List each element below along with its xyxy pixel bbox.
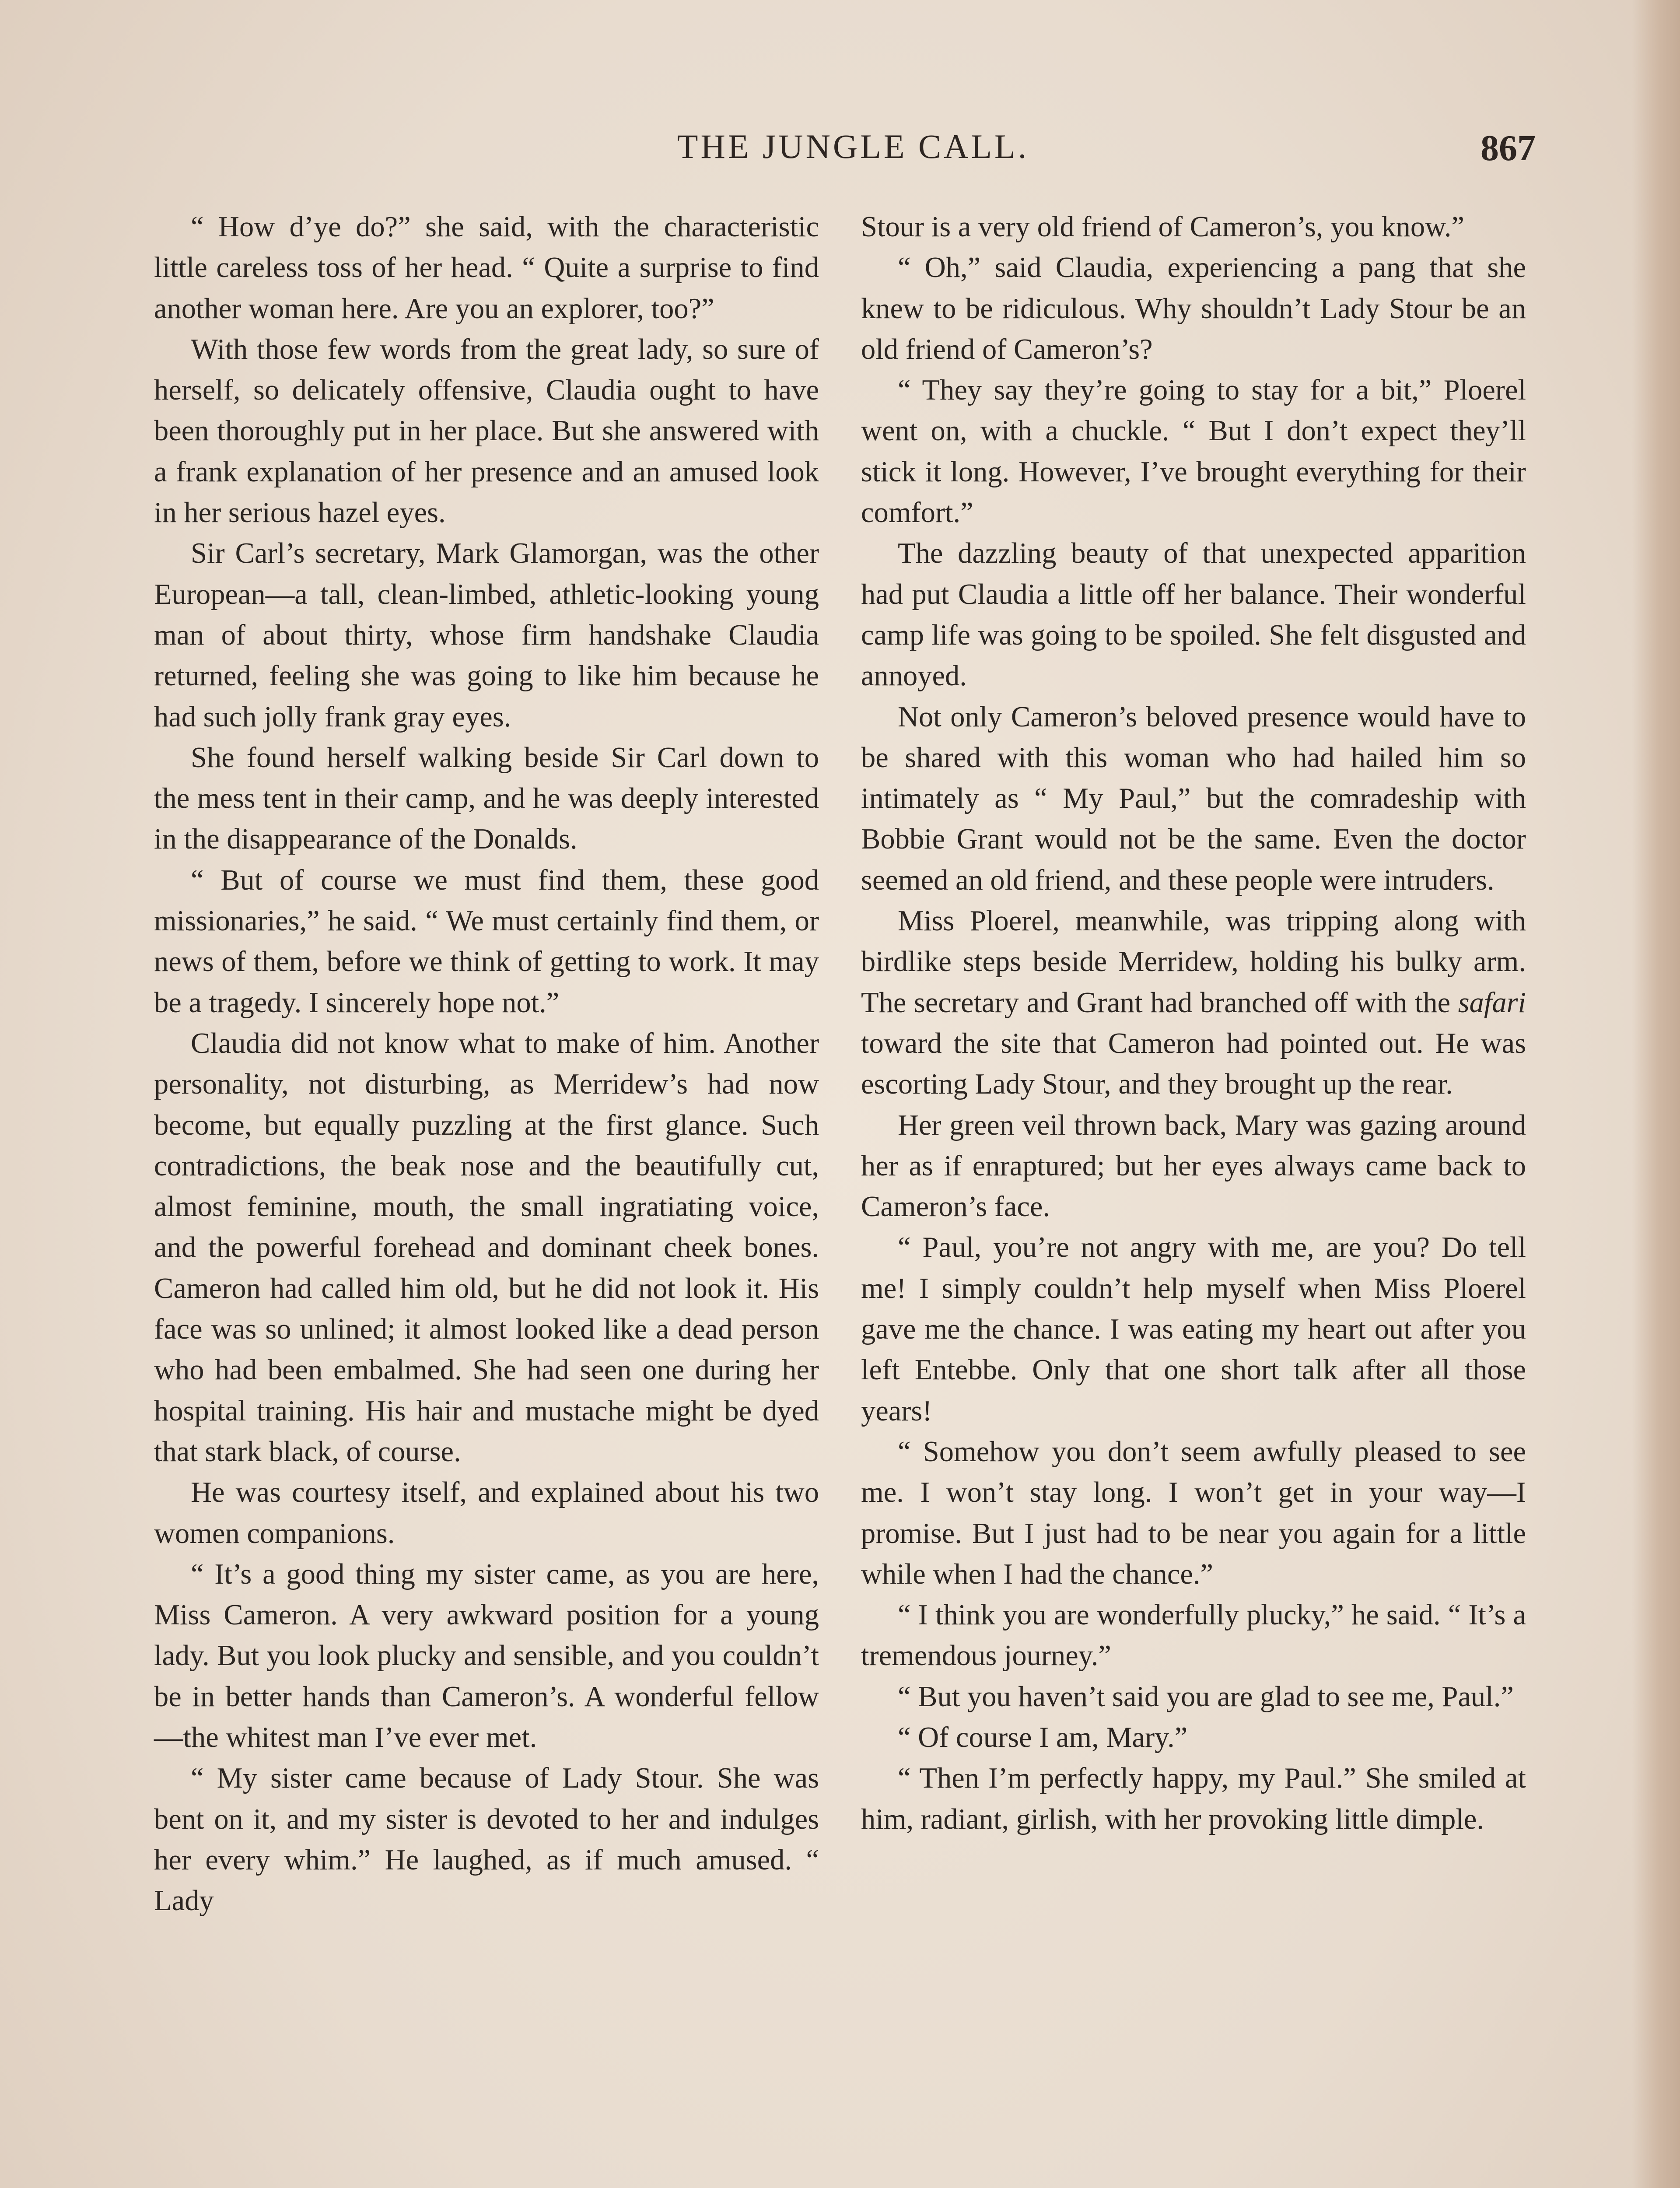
paragraph: “ Somehow you don’t seem awfully pleased to see me. I won’t stay long. I won’t get in your way—I promise. But I just had to be near you again for a little while when I had the chance.” [861,1435,1526,1590]
paragraph: “ They say they’re going to stay for a bit,” Ploerel went on, with a chuckle. “ But I don’t expect they’ll stick it long. However, I’ve brought everything for their comfort.” [861,374,1526,529]
paragraph: “ Oh,” said Claudia, experiencing a pang that she knew to be ridiculous. Why shouldn’t Lady Stour be an old friend of Cameron’s? [861,252,1526,365]
paragraph: “ I think you are wonderfully plucky,” he said. “ It’s a tremendous journey.” [861,1599,1526,1672]
paragraph: “ It’s a good thing my sister came, as you are here, Miss Cameron. A very awkward position for a young lady. But you look plucky and sensible, and you couldn’t be in better hands than Cameron’s. A wonderful fellow—the whitest man I’ve ever met. [154,1558,819,1753]
paragraph: The dazzling beauty of that unexpected apparition had put Claudia a little off her balance. Their wonderful camp life was going to be spoiled. She felt disgusted and annoyed. [861,537,1526,692]
paragraph: “ But you haven’t said you are glad to see me, Paul.” [898,1680,1514,1713]
paragraph: He was courtesy itself, and explained about his two women companions. [154,1476,819,1550]
right-column [861,207,1526,1840]
paragraph: Not only Cameron’s beloved presence would have to be shared with this woman who had hailed him so intimately as “ My Paul,” but the comradeship with Bobbie Grant would not be the same. Even the doctor seemed an old friend, and these people were intruders. [861,701,1526,896]
paragraph-continued: Stour is a very old friend of Cameron’s, you know.” [861,211,1464,243]
paragraph: “ But of course we must find them, these good missionaries,” he said. “ We must certainly find them, or news of them, before we think of getting to work. It may be a tragedy. I sincerely hope not.” [154,864,819,1019]
left-column [154,207,819,1921]
paragraph: “ How d’ye do?” she said, with the characteristic little careless toss of her head. “ Quite a surprise to find another woman here. Are you an explorer, too?” [154,211,819,325]
page-edge-shadow [1632,0,1680,2188]
paragraph: Claudia did not know what to make of him. Another personality, not disturbing, as Merridew’s had now become, but equally puzzling at the first glance. Such contradictions, the beak nose and the beautifully cut, almost feminine, mouth, the small ingratiating voice, and the powerful forehead and dominant cheek bones. Cameron had called him old, but he did not look it. His face was so unlined; it almost looked like a dead person who had been embalmed. She had seen one during her hospital training. His hair and mustache might be dyed that stark black, of course. [154,1027,819,1468]
paragraph: Sir Carl’s secretary, Mark Glamorgan, was the other European—a tall, clean-limbed, athletic-looking young man of about thirty, whose firm handshake Claudia returned, feeling she was going to like him because he had such jolly frank gray eyes. [154,537,819,733]
page-number: 867 [1480,128,1536,168]
paragraph: With those few words from the great lady, so sure of herself, so delicately offensive, Claudia ought to have been thoroughly put in her place. But she answered with a frank explanation of her presence and an amused look in her serious hazel eyes. [154,333,819,529]
italic-word: safari [1458,986,1526,1019]
paragraph: Miss Ploerel, meanwhile, was tripping along with birdlike steps beside Merridew, holding his bulky arm. The secretary and Grant had branched off with the safari toward the site that Cameron had pointed out. He was escorting Lady Stour, and they brought up the rear. [861,905,1526,1101]
paragraph: Her green veil thrown back, Mary was gazing around her as if enraptured; but her eyes always came back to Cameron’s face. [861,1109,1526,1223]
paragraph: “ Of course I am, Mary.” [898,1721,1188,1753]
running-title: THE JUNGLE CALL. [677,127,1029,165]
paragraph: She found herself walking beside Sir Carl down to the mess tent in their camp, and he was deeply interested in the disappearance of the Donalds. [154,741,819,856]
paragraph: “ My sister came because of Lady Stour. She was bent on it, and my sister is devoted to her and indulges her every whim.” He laughed, as if much amused. “ Lady [154,1762,819,1917]
paragraph: “ Then I’m perfectly happy, my Paul.” She smiled at him, radiant, girlish, with her provoking little dimple. [861,1762,1526,1835]
page-header [175,127,1536,175]
paragraph: “ Paul, you’re not angry with me, are you? Do tell me! I simply couldn’t help myself when Miss Ploerel gave me the chance. I was eating my heart out after you left Entebbe. Only that one short talk after all those years! [861,1231,1526,1427]
